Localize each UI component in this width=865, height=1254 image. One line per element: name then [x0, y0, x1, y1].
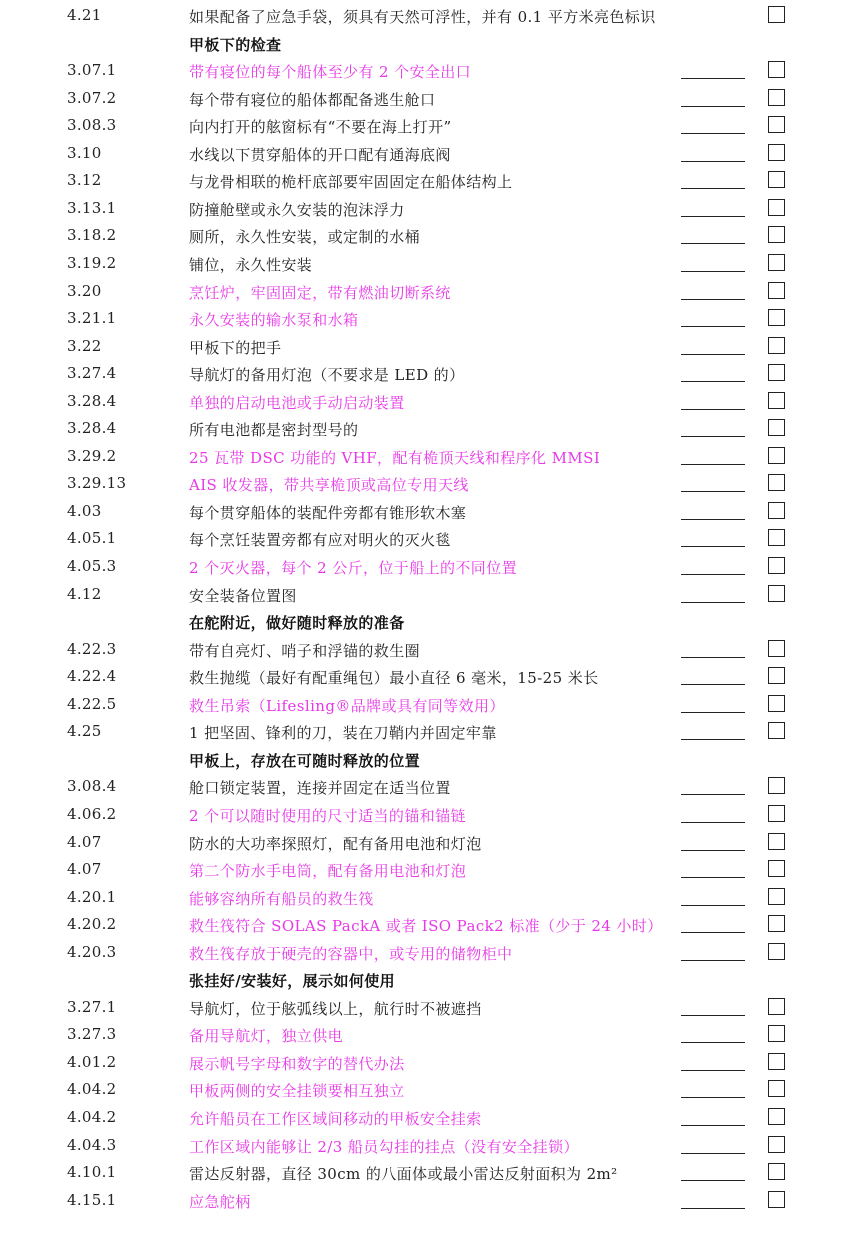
- item-text: 救生筏符合 SOLAS PackA 或者 ISO Pack2 标准（少于 24 小时）: [189, 917, 663, 936]
- checkbox[interactable]: [768, 777, 785, 794]
- item-number: 3.27.1: [67, 997, 117, 1016]
- fill-in-line[interactable]: [681, 602, 745, 603]
- item-number: 4.12: [67, 584, 102, 603]
- checkbox[interactable]: [768, 502, 785, 519]
- fill-in-line[interactable]: [681, 1097, 745, 1098]
- section-heading-row: [0, 31, 865, 58]
- section-heading-row: [0, 747, 865, 774]
- checkbox[interactable]: [768, 860, 785, 877]
- checkbox[interactable]: [768, 89, 785, 106]
- fill-in-line[interactable]: [681, 243, 745, 244]
- item-number: 3.29.2: [67, 446, 117, 465]
- item-text: 应急舵柄: [189, 1192, 251, 1211]
- fill-in-line[interactable]: [681, 464, 745, 465]
- checklist-row: [0, 1050, 865, 1077]
- item-number: 4.10.1: [67, 1163, 117, 1182]
- checkbox[interactable]: [768, 61, 785, 78]
- item-text: 能够容纳所有船员的救生筏: [189, 889, 374, 908]
- item-number: 3.07.2: [67, 88, 117, 107]
- checkbox[interactable]: [768, 171, 785, 188]
- checkbox[interactable]: [768, 557, 785, 574]
- item-text: 防撞舱壁或永久安装的泡沫浮力: [189, 200, 405, 219]
- checklist-row: [0, 334, 865, 361]
- item-number: 4.06.2: [67, 804, 117, 823]
- item-number: 3.19.2: [67, 253, 117, 272]
- section-heading-row: [0, 609, 865, 636]
- fill-in-line[interactable]: [681, 161, 745, 162]
- checklist-row: [0, 912, 865, 939]
- item-number: 4.25: [67, 722, 102, 741]
- fill-in-line[interactable]: [681, 850, 745, 851]
- item-number: 4.20.1: [67, 887, 117, 906]
- item-number: 4.07: [67, 832, 102, 851]
- checklist-row: [0, 1105, 865, 1132]
- item-number: 3.28.4: [67, 419, 117, 438]
- fill-in-line[interactable]: [681, 436, 745, 437]
- fill-in-line[interactable]: [681, 1015, 745, 1016]
- fill-in-line[interactable]: [681, 1208, 745, 1209]
- checklist-row: [0, 223, 865, 250]
- item-number: 3.21.1: [67, 309, 117, 328]
- checklist-row: [0, 719, 865, 746]
- checklist-row: [0, 664, 865, 691]
- checkbox[interactable]: [768, 1163, 785, 1180]
- checkbox[interactable]: [768, 254, 785, 271]
- fill-in-line[interactable]: [681, 326, 745, 327]
- item-number: 3.22: [67, 336, 102, 355]
- checkbox[interactable]: [768, 447, 785, 464]
- fill-in-line[interactable]: [681, 133, 745, 134]
- checkbox[interactable]: [768, 1136, 785, 1153]
- item-text: 25 瓦带 DSC 功能的 VHF，配有桅顶天线和程序化 MMSI: [189, 448, 601, 467]
- checklist-row: [0, 1188, 865, 1215]
- checklist-row: [0, 471, 865, 498]
- item-number: 4.20.3: [67, 942, 117, 961]
- fill-in-line[interactable]: [681, 1070, 745, 1071]
- checklist-row: [0, 774, 865, 801]
- fill-in-line[interactable]: [681, 1125, 745, 1126]
- checkbox[interactable]: [768, 337, 785, 354]
- item-number: 3.27.3: [67, 1025, 117, 1044]
- fill-in-line[interactable]: [681, 299, 745, 300]
- fill-in-line[interactable]: [681, 519, 745, 520]
- checklist-row: [0, 802, 865, 829]
- item-text: 所有电池都是密封型号的: [189, 421, 359, 440]
- fill-in-line[interactable]: [681, 216, 745, 217]
- checkbox[interactable]: [768, 805, 785, 822]
- item-text: 救生筏存放于硬壳的容器中，或专用的储物柜中: [189, 944, 513, 963]
- item-number: 4.15.1: [67, 1190, 117, 1209]
- checklist-row: [0, 196, 865, 223]
- item-number: 4.04.2: [67, 1108, 117, 1126]
- checkbox[interactable]: [768, 1080, 785, 1097]
- item-text: 2 个可以随时使用的尺寸适当的锚和锚链: [189, 806, 466, 825]
- item-text: 水线以下贯穿船体的开口配有通海底阀: [189, 145, 451, 164]
- item-number: 3.08.3: [67, 116, 117, 135]
- item-text: 烹饪炉，牢固固定，带有燃油切断系统: [189, 283, 451, 302]
- item-text: 带有自亮灯、哨子和浮锚的救生圈: [189, 641, 421, 660]
- item-number: 3.27.4: [67, 364, 117, 383]
- checklist-row: [0, 1160, 865, 1187]
- item-text: 安全装备位置图: [189, 586, 297, 605]
- checkbox[interactable]: [768, 116, 785, 133]
- section-heading: 甲板上，存放在可随时释放的位置: [189, 751, 421, 770]
- fill-in-line[interactable]: [681, 822, 745, 823]
- item-number: 4.21: [67, 6, 102, 24]
- item-text: 备用导航灯，独立供电: [189, 1027, 344, 1046]
- checkbox[interactable]: [768, 144, 785, 161]
- item-number: 4.05.3: [67, 557, 117, 575]
- fill-in-line[interactable]: [681, 574, 745, 575]
- checklist-row: [0, 58, 865, 85]
- checklist-row: [0, 86, 865, 113]
- item-text: 单独的启动电池或手动启动装置: [189, 393, 405, 412]
- item-number: 3.28.4: [67, 391, 117, 410]
- item-number: 4.22.3: [67, 639, 117, 658]
- item-number: 4.04.2: [67, 1080, 117, 1099]
- checklist-row: [0, 526, 865, 553]
- checklist-row: [0, 554, 865, 581]
- fill-in-line[interactable]: [681, 684, 745, 685]
- checkbox[interactable]: [768, 998, 785, 1015]
- fill-in-line[interactable]: [681, 794, 745, 795]
- section-heading: 张挂好/安装好，展示如何使用: [189, 972, 396, 991]
- item-text: 防水的大功率探照灯，配有备用电池和灯泡: [189, 834, 482, 853]
- item-number: 3.20: [67, 281, 102, 300]
- item-text: 带有寝位的每个船体至少有 2 个安全出口: [189, 63, 472, 82]
- item-number: 3.13.1: [67, 198, 117, 217]
- item-text: 展示帆号字母和数字的替代办法: [189, 1054, 405, 1073]
- checklist-row: [0, 279, 865, 306]
- checklist-row: [0, 306, 865, 333]
- checklist-row: [0, 1022, 865, 1049]
- checklist-row: [0, 1133, 865, 1160]
- checklist-row: [0, 1077, 865, 1104]
- item-number: 4.07: [67, 860, 102, 879]
- checkbox[interactable]: [768, 199, 785, 216]
- checkbox[interactable]: [768, 364, 785, 381]
- item-text: 1 把坚固、锋利的刀，装在刀鞘内并固定牢靠: [189, 724, 497, 743]
- fill-in-line[interactable]: [681, 271, 745, 272]
- checkbox[interactable]: [768, 1053, 785, 1070]
- checklist-row: [0, 995, 865, 1022]
- checklist-row: [0, 168, 865, 195]
- checklist-row: [0, 830, 865, 857]
- checkbox[interactable]: [768, 722, 785, 739]
- checkbox[interactable]: [768, 640, 785, 657]
- checklist-row: [0, 582, 865, 609]
- checklist-row: [0, 940, 865, 967]
- item-number: 3.18.2: [67, 226, 117, 245]
- fill-in-line[interactable]: [681, 354, 745, 355]
- item-text: 如果配备了应急手袋，须具有天然可浮性，并有 0.1 平方米亮色标识: [189, 8, 656, 26]
- item-text: 导航灯，位于舷弧线以上，航行时不被遮挡: [189, 999, 482, 1018]
- checkbox[interactable]: [768, 474, 785, 491]
- item-text: 每个烹饪装置旁都有应对明火的灭火毯: [189, 531, 451, 550]
- item-text: 永久安装的输水泵和水箱: [189, 311, 359, 330]
- item-number: 4.01.2: [67, 1052, 117, 1071]
- checklist-row: [0, 692, 865, 719]
- checkbox[interactable]: [768, 1191, 785, 1208]
- fill-in-line[interactable]: [681, 546, 745, 547]
- checklist-row: [0, 499, 865, 526]
- checklist-row: [0, 444, 865, 471]
- fill-in-line[interactable]: [681, 188, 745, 189]
- item-text: 甲板两侧的安全挂锁要相互独立: [189, 1082, 405, 1101]
- checkbox[interactable]: [768, 1025, 785, 1042]
- checkbox[interactable]: [768, 915, 785, 932]
- fill-in-line[interactable]: [681, 905, 745, 906]
- checkbox[interactable]: [768, 529, 785, 546]
- section-heading-row: [0, 967, 865, 994]
- checkbox[interactable]: [768, 585, 785, 602]
- item-number: 3.10: [67, 143, 102, 162]
- checkbox[interactable]: [768, 667, 785, 684]
- item-text: 与龙骨相联的桅杆底部要牢固固定在船体结构上: [189, 173, 513, 192]
- fill-in-line[interactable]: [681, 1180, 745, 1181]
- item-number: 3.12: [67, 171, 102, 190]
- item-text: 每个带有寝位的船体都配备逃生舱口: [189, 90, 436, 109]
- section-heading: 甲板下的检查: [189, 35, 282, 54]
- fill-in-line[interactable]: [681, 1153, 745, 1154]
- item-text: 铺位，永久性安装: [189, 255, 313, 274]
- checklist-row: [0, 361, 865, 388]
- checkbox[interactable]: [768, 695, 785, 712]
- item-text: 导航灯的备用灯泡（不要求是 LED 的）: [189, 366, 465, 385]
- item-text: 雷达反射器，直径 30cm 的八面体或最小雷达反射面积为 2m²: [189, 1165, 618, 1184]
- item-number: 4.03: [67, 501, 102, 520]
- item-number: 4.22.5: [67, 694, 117, 713]
- checklist-row: [0, 637, 865, 664]
- checkbox[interactable]: [768, 888, 785, 905]
- item-text: AIS 收发器，带共享桅顶或高位专用天线: [189, 476, 469, 495]
- checkbox[interactable]: [768, 1108, 785, 1125]
- checklist-row: [0, 141, 865, 168]
- item-text: 允许船员在工作区域间移动的甲板安全挂索: [189, 1110, 482, 1128]
- item-number: 3.08.4: [67, 777, 117, 796]
- fill-in-line[interactable]: [681, 932, 745, 933]
- item-text: 救生吊索（Lifesling®品牌或具有同等效用）: [189, 696, 505, 715]
- checkbox[interactable]: [768, 226, 785, 243]
- fill-in-line[interactable]: [681, 78, 745, 79]
- item-text: 工作区域内能够让 2/3 船员勾挂的挂点（没有安全挂锁）: [189, 1137, 579, 1156]
- checklist-row: [0, 3, 865, 30]
- item-text: 向内打开的舷窗标有“不要在海上打开”: [189, 118, 452, 137]
- checklist-row: [0, 389, 865, 416]
- checklist-row: [0, 857, 865, 884]
- fill-in-line[interactable]: [681, 657, 745, 658]
- item-number: 4.22.4: [67, 667, 117, 686]
- checkbox[interactable]: [768, 309, 785, 326]
- item-text: 救生抛缆（最好有配重绳包）最小直径 6 毫米，15-25 米长: [189, 669, 599, 688]
- checklist-row: [0, 251, 865, 278]
- checklist-row: [0, 113, 865, 140]
- checkbox[interactable]: [768, 392, 785, 409]
- checkbox[interactable]: [768, 282, 785, 299]
- item-number: 4.20.2: [67, 915, 117, 934]
- fill-in-line[interactable]: [681, 1042, 745, 1043]
- item-number: 3.07.1: [67, 61, 117, 80]
- checkbox[interactable]: [768, 419, 785, 436]
- fill-in-line[interactable]: [681, 712, 745, 713]
- checkbox[interactable]: [768, 943, 785, 960]
- checklist-row: [0, 416, 865, 443]
- item-text: 2 个灭火器，每个 2 公斤，位于船上的不同位置: [189, 559, 517, 577]
- checklist-row: [0, 885, 865, 912]
- item-number: 4.04.3: [67, 1135, 117, 1154]
- item-text: 第二个防水手电筒，配有备用电池和灯泡: [189, 862, 467, 881]
- fill-in-line[interactable]: [681, 739, 745, 740]
- item-text: 舱口锁定装置，连接并固定在适当位置: [189, 779, 451, 798]
- fill-in-line[interactable]: [681, 409, 745, 410]
- checkbox[interactable]: [768, 6, 785, 23]
- item-text: 每个贯穿船体的装配件旁都有锥形软木塞: [189, 503, 467, 522]
- item-text: 厕所，永久性安装，或定制的水桶: [189, 228, 421, 247]
- fill-in-line[interactable]: [681, 491, 745, 492]
- section-heading: 在舵附近，做好随时释放的准备: [189, 614, 405, 633]
- item-number: 4.05.1: [67, 529, 117, 548]
- item-number: 3.29.13: [67, 474, 127, 493]
- checkbox[interactable]: [768, 833, 785, 850]
- fill-in-line[interactable]: [681, 106, 745, 107]
- item-text: 甲板下的把手: [189, 338, 282, 357]
- fill-in-line[interactable]: [681, 877, 745, 878]
- fill-in-line[interactable]: [681, 960, 745, 961]
- fill-in-line[interactable]: [681, 381, 745, 382]
